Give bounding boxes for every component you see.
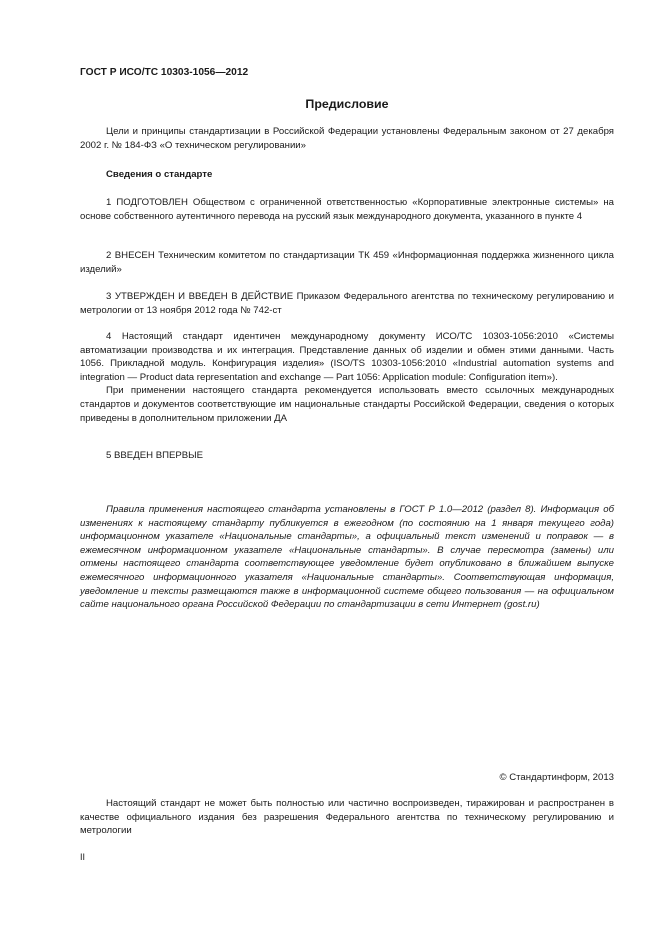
item-2: 2 ВНЕСЕН Техническим комитетом по стандартизации ТК 459 «Информационная поддержка жизненного цикла изделий» — [80, 250, 614, 275]
rules-block — [80, 503, 614, 612]
preface-intro: Цели и принципы стандартизации в Российской Федерации установлены Федеральным законом от 27 декабря 2002 г. № 184-ФЗ «О техническом регулировании» — [80, 126, 614, 151]
item-3: 3 УТВЕРЖДЕН И ВВЕДЕН В ДЕЙСТВИЕ Приказом Федерального агентства по техническому регулированию и метрологии от 13 ноября 2012 года № 742-ст — [80, 291, 614, 316]
page-number: II — [80, 852, 86, 862]
item-5-block — [80, 449, 614, 463]
legal-notice: Настоящий стандарт не может быть полностью или частично воспроизведен, тиражирован и распространен в качестве официального издания без разрешения Федерального агентства по техническому регулированию и метрологии — [80, 798, 614, 837]
rules-text: Правила применения настоящего стандарта установлены в ГОСТ Р 1.0—2012 (раздел 8). Информация об изменениях к настоящему стандарту публикуется в ежегодном (по состоянию на 1 января текущего года) информационном указателе «Национальные стандарты», а официальный текст изменений и поправок — в ежемесячном информационном указателе «Национальные стандарты». В случае пересмотра (замены) или отмены настоящего стандарта соответствующее уведомление будет опубликовано в ближайшем выпуске ежемесячного информационного указателя «Национальные стандарты». Соответствующая информация, уведомление и тексты размещаются также в информационной системе общего пользования — на официальном сайте национального органа Российской Федерации по стандартизации в сети Интернет (gost.ru) — [80, 504, 614, 611]
standard-info-heading: Сведения о стандарте — [106, 169, 213, 180]
item-4-note: При применении настоящего стандарта рекомендуется использовать вместо ссылочных международных стандартов и документов соответствующие им национальные стандарты Российской Федерации, сведения о которых приведены в дополнительном приложении ДА — [80, 385, 614, 424]
item-4-block — [80, 330, 614, 425]
preface-title: Предисловие — [305, 97, 389, 111]
item-1: 1 ПОДГОТОВЛЕН Обществом с ограниченной ответственностью «Корпоративные электронные системы» на основе собственного аутентичного перевода на русский язык международного документа, указанного в пункте 4 — [80, 197, 614, 222]
item-4: 4 Настоящий стандарт идентичен международному документу ИСО/ТС 10303-1056:2010 «Системы автоматизации производства и их интеграция. Представление данных об изделии и обмен этими данными. Часть 1056. Прикладной модуль. Конфигурация изделия» (ISO/TS 10303-1056:2010 «Industrial automation systems and integration — Product data representation and exchange — Part 1056: Application module: Configuration item»). — [80, 331, 614, 383]
standard-info-heading-block — [80, 168, 614, 182]
item-5: 5 ВВЕДЕН ВПЕРВЫЕ — [106, 450, 204, 461]
legal-block — [80, 797, 614, 838]
preface-intro-block — [80, 125, 614, 152]
item-3-block — [80, 290, 614, 317]
item-2-block — [80, 249, 614, 276]
document-id: ГОСТ Р ИСО/ТС 10303-1056—2012 — [80, 67, 249, 78]
copyright: © Стандартинформ, 2013 — [499, 772, 614, 783]
item-1-block — [80, 196, 614, 223]
